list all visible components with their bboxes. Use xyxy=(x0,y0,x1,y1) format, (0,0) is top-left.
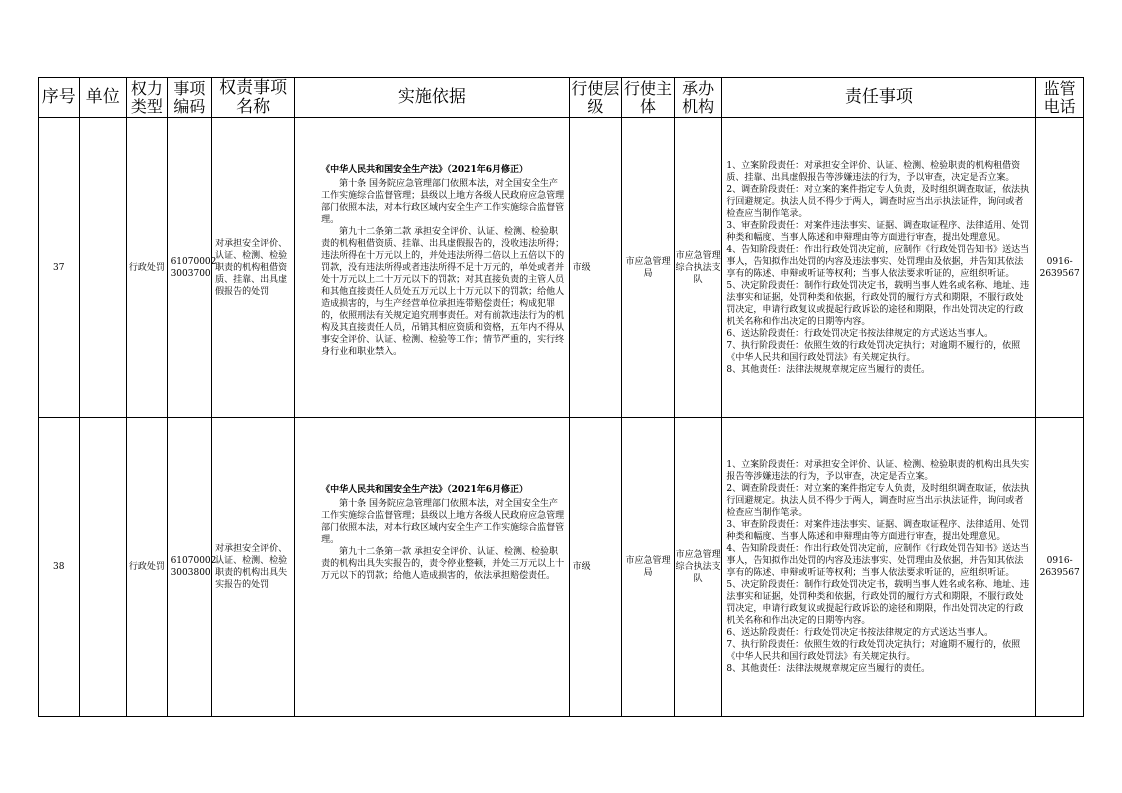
row-power-type: 行政处罚 xyxy=(127,118,168,418)
table-header-row xyxy=(39,78,1084,118)
responsibility-item: 1、立案阶段责任：对承担安全评价、认证、检测、检验职责的机构租借资质、挂靠、出具虚假报告等涉嫌违法的行为，予以审查，决定是否立案。 xyxy=(726,160,1021,183)
header-power-type: 权力类型 xyxy=(127,78,168,118)
row-responsibilities xyxy=(722,418,1036,717)
row-index: 37 xyxy=(39,118,80,418)
row-phone: 0916-2639567 xyxy=(1036,418,1084,717)
basis-paragraph: 第九十二条第一款 承担安全评价、认证、检测、检验职责的机构出具失实报告的，责令停业整顿，并处三万元以上十万元以下的罚款；给他人造成损害的，依法承担赔偿责任。 xyxy=(321,547,565,581)
basis-law-title: 《中华人民共和国安全生产法》（2021年6月修正） xyxy=(321,165,528,175)
row-unit xyxy=(79,418,127,717)
header-phone: 监管电话 xyxy=(1036,78,1084,118)
header-responsibility: 责任事项 xyxy=(722,78,1036,118)
row-subject: 市应急管理局 xyxy=(622,418,675,717)
table-row xyxy=(39,118,1084,418)
row-item-name: 对承担安全评价、认证、检测、检验职责的机构出具失实报告的处罚 xyxy=(212,418,295,717)
header-unit: 单位 xyxy=(79,78,127,118)
row-item-code: 61070002 3003700 xyxy=(167,118,212,418)
responsibility-item: 3、审查阶段责任：对案件违法事实、证据、调查取证程序、法律适用、处罚种类和幅度、当事人陈述和申辩理由等方面进行审查，提出处理意见。 xyxy=(726,220,1030,243)
responsibility-item: 6、送达阶段责任：行政处罚决定书按法律规定的方式送达当事人。 xyxy=(726,328,994,339)
header-basis: 实施依据 xyxy=(295,78,569,118)
row-agency: 市应急管理综合执法支队 xyxy=(674,418,722,717)
row-power-type: 行政处罚 xyxy=(127,418,168,717)
header-item-code: 事项编码 xyxy=(167,78,212,118)
row-item-code: 61070002 3003800 xyxy=(167,418,212,717)
responsibility-item: 5、决定阶段责任：制作行政处罚决定书，载明当事人姓名或名称、地址、违法事实和证据，处罚种类和依据，行政处罚的履行方式和期限，不服行政处罚决定，申请行政复议或提起行政诉讼的途径和期限，作出处罚决定的行政机关名称和作出决定的日期等内容。 xyxy=(726,580,1030,626)
basis-paragraph: 第十条 国务院应急管理部门依照本法，对全国安全生产工作实施综合监督管理；县级以上地方各级人民政府应急管理部门依照本法，对本行政区域内安全生产工作实施综合监督管理。 xyxy=(321,499,565,545)
table-row xyxy=(39,418,1084,717)
basis-paragraph: 第九十二条第二款 承担安全评价、认证、检测、检验职责的机构租借资质、挂靠、出具虚假报告的，没收违法所得；违法所得在十万元以上的，并处违法所得二倍以上五倍以下的罚款，没有违法所得或者违法所得不足十万元的，单处或者并处十万元以上二十万元以下的罚款；对其直接负责的主管人员和其他直接责任人员处五万元以上十万元以下的罚款；给他人造成损害的，与生产经营单位承担连带赔偿责任；构成犯罪的，依照刑法有关规定追究刑事责任。对有前款违法行为的机构及其直接责任人员，吊销其相应资质和资格，五年内不得从事安全评价、认证、检测、检验等工作；情节严重的，实行终身行业和职业禁入。 xyxy=(321,227,565,357)
responsibility-item: 2、调查阶段责任：对立案的案件指定专人负责，及时组织调查取证，依法执行回避规定。执法人员不得少于两人，调查时应当出示执法证件，询问或者检查应当制作笔录。 xyxy=(726,184,1030,219)
row-phone: 0916-2639567 xyxy=(1036,118,1084,418)
header-index: 序号 xyxy=(39,78,80,118)
responsibility-item: 7、执行阶段责任：依照生效的行政处罚决定执行；对逾期不履行的，依照《中华人民共和国行政处罚法》有关规定执行。 xyxy=(726,640,1021,662)
responsibility-item: 1、立案阶段责任：对承担安全评价、认证、检测、检验职责的机构出具失实报告等涉嫌违法的行为，予以审查，决定是否立案。 xyxy=(726,460,1030,482)
header-item-name: 权责事项名称 xyxy=(212,78,295,118)
responsibility-item: 6、送达阶段责任：行政处罚决定书按法律规定的方式送达当事人。 xyxy=(726,628,994,638)
row-unit xyxy=(79,118,127,418)
header-agency: 承办机构 xyxy=(674,78,722,118)
row-level: 市级 xyxy=(569,418,622,717)
basis-law-title: 《中华人民共和国安全生产法》（2021年6月修正） xyxy=(321,485,528,495)
responsibility-item: 4、告知阶段责任：作出行政处罚决定前，应制作《行政处罚告知书》送达当事人，告知拟作出处罚的内容及违法事实、处罚理由及依据，并告知其依法享有的陈述、申辩或听证等权利；当事人依法要求听证的，应组织听证。 xyxy=(726,244,1030,279)
responsibility-item: 8、其他责任：法律法规规章规定应当履行的责任。 xyxy=(726,664,931,674)
row-level: 市级 xyxy=(569,118,622,418)
header-subject: 行使主体 xyxy=(622,78,675,118)
row-basis xyxy=(295,418,569,717)
responsibility-item: 5、决定阶段责任：制作行政处罚决定书，载明当事人姓名或名称、地址、违法事实和证据，处罚种类和依据，行政处罚的履行方式和期限，不服行政处罚决定，申请行政复议或提起行政诉讼的途径和期限，作出处罚决定的行政机关名称和作出决定的日期等内容。 xyxy=(726,280,1030,327)
header-level: 行使层级 xyxy=(569,78,622,118)
responsibility-item: 2、调查阶段责任：对立案的案件指定专人负责，及时组织调查取证，依法执行回避规定。执法人员不得少于两人，调查时应当出示执法证件，询问或者检查应当制作笔录。 xyxy=(726,484,1030,518)
responsibility-item: 8、其他责任：法律法规规章规定应当履行的责任。 xyxy=(726,364,931,375)
row-item-name: 对承担安全评价、认证、检测、检验职责的机构租借资质、挂靠、出具虚假报告的处罚 xyxy=(212,118,295,418)
row-responsibilities xyxy=(722,118,1036,418)
responsibility-item: 3、审查阶段责任：对案件违法事实、证据、调查取证程序、法律适用、处罚种类和幅度、当事人陈述和申辩理由等方面进行审查，提出处理意见。 xyxy=(726,520,1030,542)
row-subject: 市应急管理局 xyxy=(622,118,675,418)
row-index: 38 xyxy=(39,418,80,717)
row-agency: 市应急管理综合执法支队 xyxy=(674,118,722,418)
basis-paragraph: 第十条 国务院应急管理部门依照本法，对全国安全生产工作实施综合监督管理；县级以上地方各级人民政府应急管理部门依照本法，对本行政区域内安全生产工作实施综合监督管理。 xyxy=(321,179,565,225)
responsibility-item: 7、执行阶段责任：依照生效的行政处罚决定执行；对逾期不履行的，依照《中华人民共和国行政处罚法》有关规定执行。 xyxy=(726,340,1021,363)
responsibility-item: 4、告知阶段责任：作出行政处罚决定前，应制作《行政处罚告知书》送达当事人，告知拟作出处罚的内容及违法事实、处罚理由及依据，并告知其依法享有的陈述、申辩或听证等权利；当事人依法要求听证的，应组织听证。 xyxy=(726,544,1030,578)
row-basis xyxy=(295,118,569,418)
power-list-table xyxy=(38,77,1084,717)
